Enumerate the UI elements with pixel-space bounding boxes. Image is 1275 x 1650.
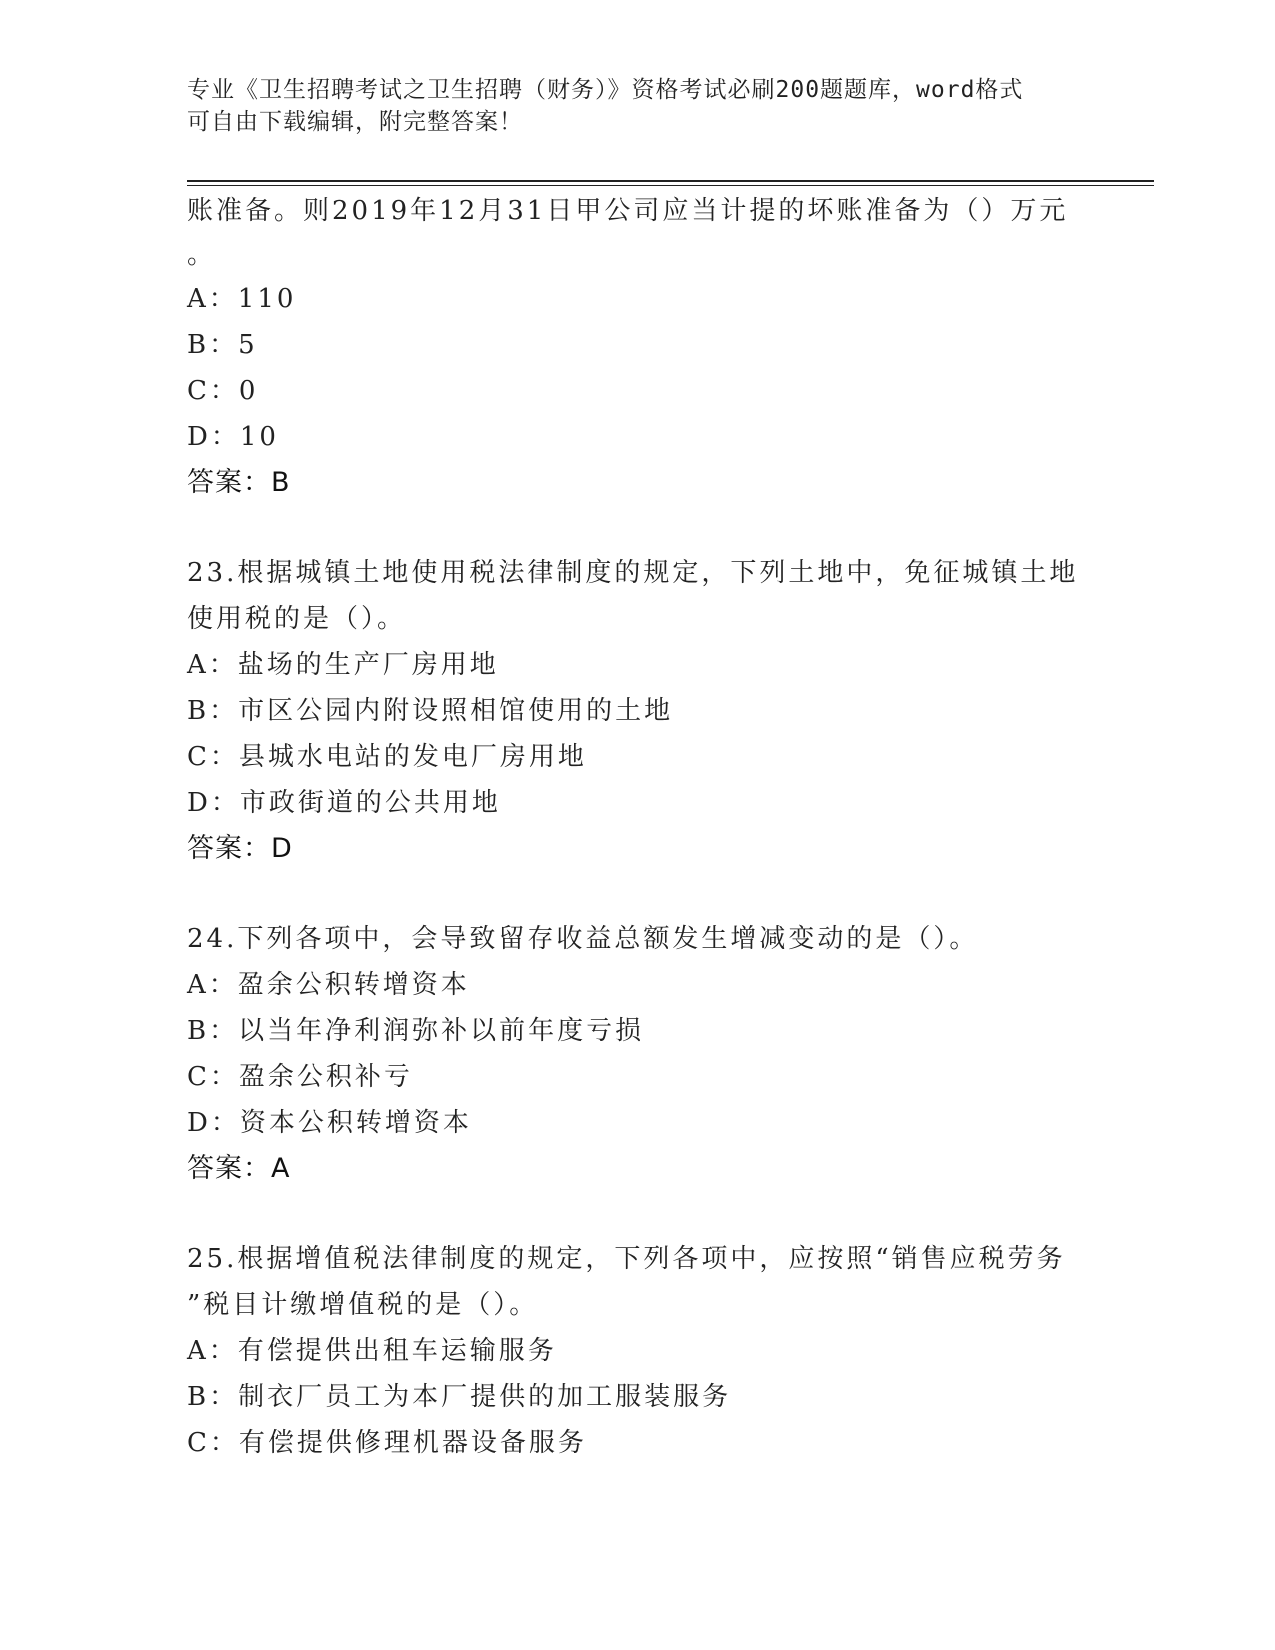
option-b: B：市区公园内附设照相馆使用的土地 [187, 696, 674, 726]
header-title-line-2: 可自由下载编辑，附完整答案！ [187, 109, 523, 135]
header-divider-thin [187, 185, 1154, 186]
spacer [187, 1192, 1087, 1236]
page-header [187, 74, 1067, 138]
option-c: C：0 [187, 376, 259, 406]
answer-label: 答案：D [187, 833, 293, 864]
option-a: A：盈余公积转增资本 [187, 970, 470, 1000]
option-c: C：有偿提供修理机器设备服务 [187, 1428, 587, 1458]
question-24 [187, 916, 1087, 1192]
question-text: 25.根据增值税法律制度的规定，下列各项中，应按照“销售应税劳务 [187, 1244, 1066, 1274]
header-divider-thick [187, 180, 1154, 182]
option-c: C：县城水电站的发电厂房用地 [187, 742, 587, 772]
spacer [187, 506, 1087, 550]
header-title-line-1: 专业《卫生招聘考试之卫生招聘（财务）》资格考试必刷200题题库，word格式 [187, 77, 1024, 103]
option-c: C：盈余公积补亏 [187, 1062, 413, 1092]
question-23 [187, 550, 1087, 872]
option-d: D：资本公积转增资本 [187, 1108, 472, 1138]
option-a: A：盐场的生产厂房用地 [187, 650, 499, 680]
question-25 [187, 1236, 1087, 1466]
question-text: 账准备。则2019年12月31日甲公司应当计提的坏账准备为（）万元 [187, 196, 1069, 226]
option-a: A：110 [187, 284, 297, 314]
option-a: A：有偿提供出租车运输服务 [187, 1336, 557, 1366]
answer-label: 答案：B [187, 467, 291, 498]
question-text-continued: 使用税的是（）。 [187, 604, 407, 634]
option-b: B：5 [187, 330, 258, 360]
question-text: 24.下列各项中，会导致留存收益总额发生增减变动的是（）。 [187, 924, 979, 954]
question-text-continued: ”税目计缴增值税的是（）。 [187, 1290, 539, 1320]
question-list [187, 188, 1087, 1466]
option-d: D：10 [187, 422, 279, 452]
option-b: B：以当年净利润弥补以前年度亏损 [187, 1016, 645, 1046]
spacer [187, 872, 1087, 916]
option-b: B：制衣厂员工为本厂提供的加工服装服务 [187, 1382, 732, 1412]
question-text-continued: 。 [187, 240, 217, 270]
question-text: 23.根据城镇土地使用税法律制度的规定，下列土地中，免征城镇土地 [187, 558, 1079, 588]
question-22-fragment [187, 188, 1087, 506]
answer-label: 答案：A [187, 1153, 291, 1184]
option-d: D：市政街道的公共用地 [187, 788, 501, 818]
